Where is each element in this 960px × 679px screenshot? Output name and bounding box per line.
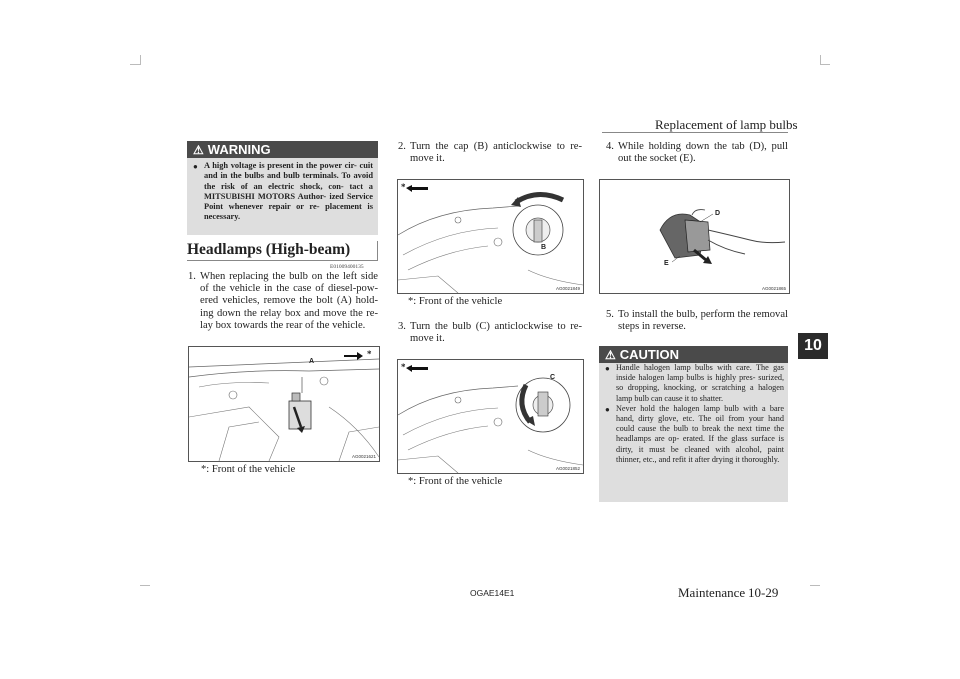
step-text: Turn the cap (B) anticlockwise to re- move it. [410,141,582,165]
caution-header [599,346,788,363]
footer-section: Maintenance [678,585,746,600]
warning-text: A high voltage is present in the power cir- cuit and in the bulbs and bulb terminals. To avoid the risk of an electric shock, con- tact a MITSUBISHI MOTORS Author- ized Service Point whenever repair or re- placement is necessary. [204,161,373,222]
caution-label: CAUTION [619,347,679,362]
figure-caption: *: Front of the vehicle [408,296,503,307]
crop-mark [140,585,150,586]
step-number: 4. [606,141,614,152]
figure-code: AG0021849 [555,286,580,291]
bullet-icon: ● [193,162,198,171]
caution-text: Handle halogen lamp bulbs with care. The gas inside halogen lamp bulbs is highly pres- surized, so dropping, knocking, or scratching a halogen lamp bulb can cause it to shatter. [616,363,784,403]
step-text: While holding down the tab (D), pull out the socket (E). [618,141,788,165]
figure-label-a: A [309,358,315,365]
warning-triangle-icon: ⚠ [193,142,204,157]
bullet-icon: ● [605,404,610,414]
step-2 [398,141,582,165]
section-title: Headlamps (High-beam) [187,241,351,258]
caution-triangle-icon: ⚠ [605,347,616,362]
figure-bulb-removal [397,359,584,474]
socket-removal-illustration [600,180,789,293]
bulb-removal-illustration [398,360,583,473]
figure-cap-removal [397,179,584,294]
figure-label-c: C [550,374,556,381]
figure-relay-box [188,346,380,462]
step-number: 5. [606,309,614,320]
bullet-icon: ● [605,364,610,373]
figure-caption: *: Front of the vehicle [201,464,296,475]
caution-item [599,363,788,404]
crop-mark [820,64,830,65]
header-rule [602,132,788,133]
figure-label-d: D [715,210,721,217]
front-mark: * [367,349,372,359]
step-1 [188,271,378,332]
page-number: 10-29 [748,585,779,600]
front-mark: * [401,182,406,192]
figure-label-b: B [541,244,547,251]
step-text: When replacing the bulb on the left side of the vehicle in the case of diesel-pow- ered vehicles, remove the bolt (A) hold- ing down the relay box and move the re- lay box towards the rear of the vehicle. [200,271,378,331]
footer-code: OGAE14E1 [470,588,515,598]
relay-box-illustration [189,347,379,461]
figure-code: AG0021852 [555,466,580,471]
figure-caption: *: Front of the vehicle [408,476,503,487]
warning-header [187,141,378,158]
figure-socket-removal [599,179,790,294]
step-4 [606,141,788,165]
cap-removal-illustration [398,180,583,293]
figure-code: AG0021865 [761,286,786,291]
crop-mark [140,55,141,65]
caution-item [599,404,788,465]
chapter-tab: 10 [798,333,828,359]
figure-label-e: E [664,260,669,267]
section-rule-vertical [377,241,378,261]
step-number: 3. [398,321,406,332]
warning-box [187,141,378,235]
step-3 [398,321,582,345]
step-5 [606,309,788,333]
section-rule [187,260,378,261]
crop-mark [810,585,820,586]
running-header: Replacement of lamp bulbs [655,117,798,132]
step-text: To install the bulb, perform the removal steps in reverse. [618,309,788,333]
caution-box [599,346,788,502]
section-ref-code: E01009400135 [330,264,364,270]
figure-code: AG0021621 [351,454,376,459]
warning-label: WARNING [207,142,271,157]
step-text: Turn the bulb (C) anticlockwise to re- move it. [410,321,582,345]
step-number: 2. [398,141,406,152]
caution-text: Never hold the halogen lamp bulb with a bare hand, dirty glove, etc. The oil from your hand could cause the bulb to break the next time the headlamps are op- erated. If the glass surface is dirty, it must be cleaned with alcohol, paint thinner, etc., and refit it after drying it thoroughly. [616,403,784,464]
crop-mark [130,64,140,65]
step-number: 1. [188,271,196,282]
front-mark: * [401,362,406,372]
